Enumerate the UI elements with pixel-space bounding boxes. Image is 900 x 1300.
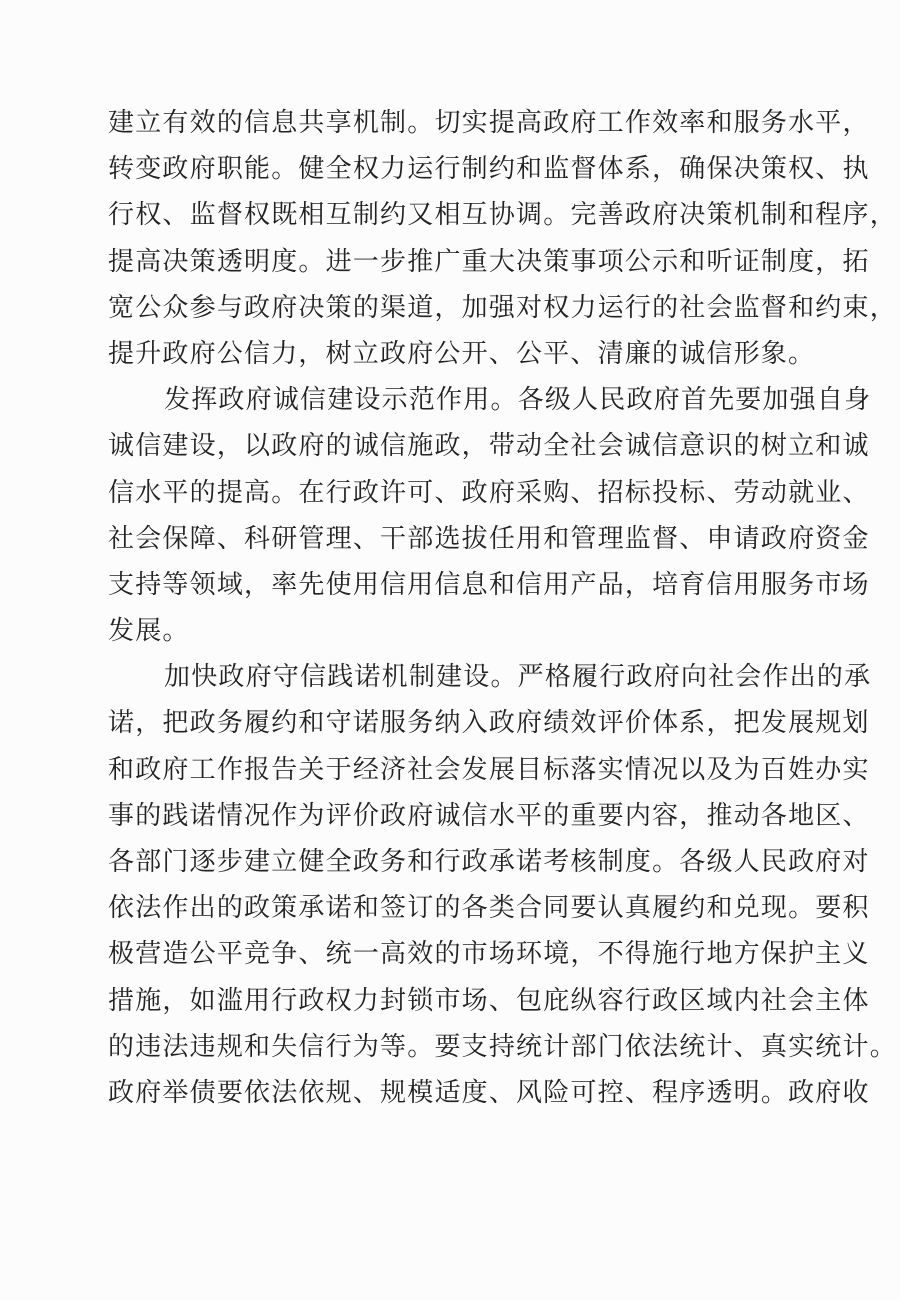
text-line: 提 高 决 策 透 明 度 。 进 一 步 推 广 重 大 决 策 事 项 公 示 和 听 证 制 度 ， 拓 (108, 246, 870, 277)
text-line: 诺 ， 把 政 务 履 约 和 守 诺 服 务 纳 入 政 府 绩 效 评 价 体 系 ， 把 发 展 规 划 (108, 708, 870, 739)
text-line: 加 快 政 府 守 信 践 诺 机 制 建 设 。 严 格 履 行 政 府 向 社 会 作 出 的 承 (164, 662, 872, 693)
text-line: 措 施 ， 如 滥 用 行 政 权 力 封 锁 市 场 、 包 庇 纵 容 行 政 区 域 内 社 会 主 体 (108, 985, 870, 1016)
text-line: 发展。 (108, 616, 190, 647)
text-line: 建 立 有 效 的 信 息 共 享 机 制 。 切 实 提 高 政 府 工 作 效 率 和 服 务 水 平 ， (108, 108, 870, 138)
text-line: 依 法 作 出 的 政 策 承 诺 和 签 订 的 各 类 合 同 要 认 真 履 约 和 兑 现 。 要 积 (108, 893, 870, 924)
document-body (108, 100, 897, 1116)
text-line: 诚 信 建 设 ， 以 政 府 的 诚 信 施 政 ， 带 动 全 社 会 诚 信 意 识 的 树 立 和 诚 (108, 431, 870, 462)
text-line: 转 变 政 府 职 能 。 健 全 权 力 运 行 制 约 和 监 督 体 系 ， 确 保 决 策 权 、 执 (108, 154, 870, 185)
text-line: 和 政 府 工 作 报 告 关 于 经 济 社 会 发 展 目 标 落 实 情 况 以 及 为 百 姓 办 实 (108, 754, 870, 785)
text-line: 信 水 平 的 提 高 。 在 行 政 许 可 、 政 府 采 购 、 招 标 投 标 、 劳 动 就 业 、 (108, 477, 870, 508)
text-line: 支 持 等 领 域 ， 率 先 使 用 信 用 信 息 和 信 用 产 品 ， 培 育 信 用 服 务 市 场 (108, 569, 870, 600)
text-line: 发 挥 政 府 诚 信 建 设 示 范 作 用 。 各 级 人 民 政 府 首 先 要 加 强 自 身 (164, 385, 872, 416)
text-line: 极 营 造 公 平 竞 争 、 统 一 高 效 的 市 场 环 境 ， 不 得 施 行 地 方 保 护 主 义 (108, 939, 870, 970)
text-line: 各 部 门 逐 步 建 立 健 全 政 务 和 行 政 承 诺 考 核 制 度 。 各 级 人 民 政 府 对 (108, 847, 870, 877)
text-line: 社 会 保 障 、 科 研 管 理 、 干 部 选 拔 任 用 和 管 理 监 督 、 申 请 政 府 资 金 (108, 523, 870, 554)
text-line: 事 的 践 诺 情 况 作 为 评 价 政 府 诚 信 水 平 的 重 要 内 容 ， 推 动 各 地 区 、 (108, 800, 870, 831)
text-line: 政 府 举 债 要 依 法 依 规 、 规 模 适 度 、 风 险 可 控 、 程 序 透 明 。 政 府 收 (108, 1077, 870, 1108)
text-line: 提升政府公信力，树立政府公开、公平、清廉的诚信形象。 (108, 338, 816, 369)
text-line: 宽 公 众 参 与 政 府 决 策 的 渠 道 ， 加 强 对 权 力 运 行 的 社 会 监 督 和 约 束 ， (108, 292, 897, 323)
text-line: 的 违 法 违 规 和 失 信 行 为 等 。 要 支 持 统 计 部 门 依 法 统 计 、 真 实 统 计 。 (108, 1031, 897, 1062)
text-line: 行 权 、 监 督 权 既 相 互 制 约 又 相 互 协 调 。 完 善 政 府 决 策 机 制 和 程 序 ， (108, 200, 897, 231)
